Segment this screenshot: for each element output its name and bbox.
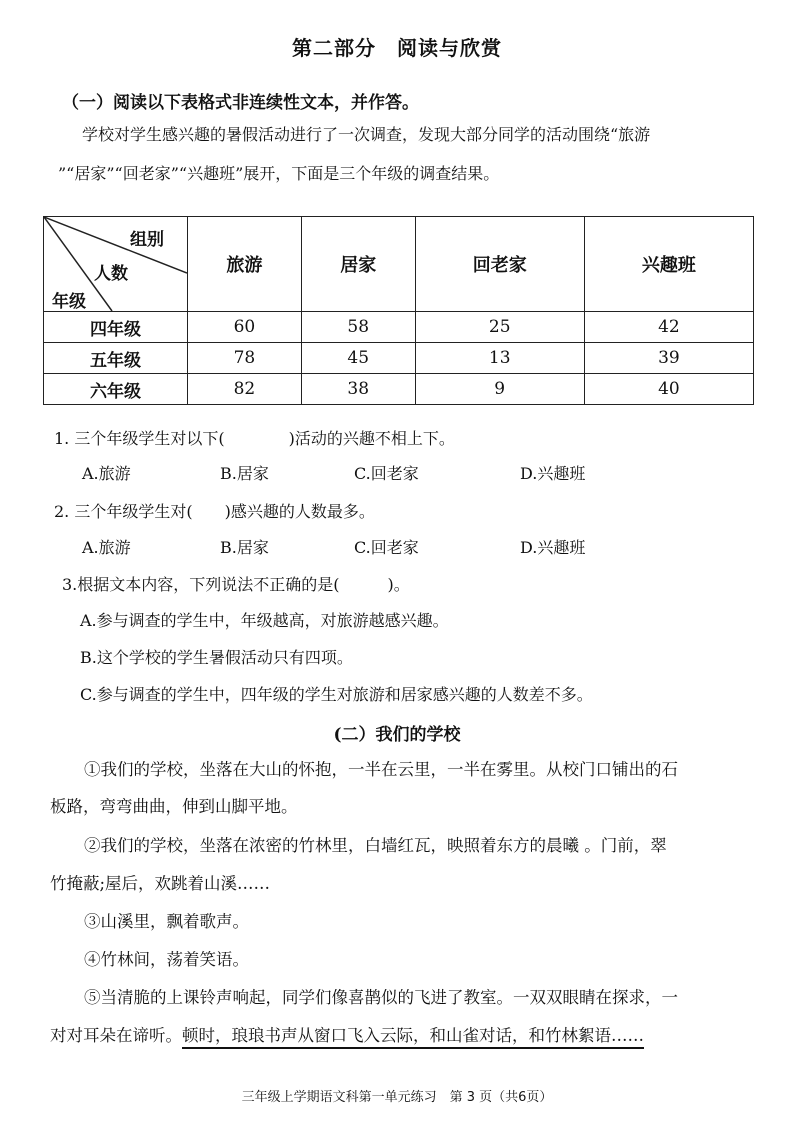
q2-option-d: D.兴趣班: [520, 538, 586, 557]
paragraph-5-line-2: [50, 1022, 644, 1046]
q3-option-c: C.参与调查的学生中，四年级的学生对旅游和居家感兴趣的人数差不多。: [80, 685, 593, 704]
table-corner-cell: [44, 217, 188, 312]
q3-option-a: A.参与调查的学生中，年级越高，对旅游越感兴趣。: [80, 611, 449, 630]
corner-label-group: 组别: [130, 230, 164, 250]
table-cell: 42: [584, 312, 753, 343]
page-footer: 三年级上学期语文科第一单元练习 第 3 页（共6页）: [241, 1090, 553, 1105]
table-row: [44, 374, 754, 405]
question-2: 2. 三个年级学生对( )感兴趣的人数最多。: [54, 502, 375, 521]
corner-label-count: 人数: [94, 264, 128, 284]
page-title: 第二部分 阅读与欣赏: [292, 36, 502, 60]
underlined-sentence: 顿时，琅琅书声从窗口飞入云际，和山雀对话，和竹林絮语……: [182, 1026, 644, 1045]
column-header: 居家: [301, 217, 415, 312]
paragraph-2-line-1: ②我们的学校，坐落在浓密的竹林里，白墙红瓦，映照着东方的晨曦 。门前，翠: [84, 836, 667, 855]
section1-heading: （一）阅读以下表格式非连续性文本，并作答。: [62, 93, 419, 113]
table-row: [44, 312, 754, 343]
row-header: 五年级: [44, 343, 188, 374]
column-header: 旅游: [188, 217, 302, 312]
q1-option-b: B.居家: [220, 464, 269, 483]
table-cell: 9: [415, 374, 584, 405]
paragraph-4: ④竹林间，荡着笑语。: [84, 950, 249, 969]
paragraph-1-line-2: 板路，弯弯曲曲，伸到山脚平地。: [50, 797, 298, 816]
question-1: 1. 三个年级学生对以下( )活动的兴趣不相上下。: [54, 429, 455, 448]
question-3: 3.根据文本内容，下列说法不正确的是( )。: [62, 575, 410, 594]
table-row: [44, 343, 754, 374]
q3-option-b: B.这个学校的学生暑假活动只有四项。: [80, 648, 353, 667]
table-cell: 45: [301, 343, 415, 374]
column-header: 回老家: [415, 217, 584, 312]
intro-line-2: ”“居家”“回老家”“兴趣班”展开，下面是三个年级的调查结果。: [58, 164, 500, 183]
row-header: 六年级: [44, 374, 188, 405]
q2-option-c: C.回老家: [354, 538, 419, 557]
q1-option-c: C.回老家: [354, 464, 419, 483]
paragraph-5-line-1: ⑤当清脆的上课铃声响起，同学们像喜鹊似的飞进了教室。一双双眼睛在探求，一: [84, 988, 678, 1007]
paragraph-3: ③山溪里，飘着歌声。: [84, 912, 249, 931]
q1-option-d: D.兴趣班: [520, 464, 586, 483]
corner-label-grade: 年级: [52, 292, 86, 312]
intro-line-1: 学校对学生感兴趣的暑假活动进行了一次调查，发现大部分同学的活动围绕“旅游: [82, 125, 651, 144]
table-cell: 60: [188, 312, 302, 343]
survey-table: [43, 216, 754, 405]
q2-option-b: B.居家: [220, 538, 269, 557]
q1-option-a: A.旅游: [82, 464, 131, 483]
table-header-row: [44, 217, 754, 312]
column-header: 兴趣班: [584, 217, 753, 312]
table-cell: 40: [584, 374, 753, 405]
table-cell: 13: [415, 343, 584, 374]
row-header: 四年级: [44, 312, 188, 343]
table-cell: 39: [584, 343, 753, 374]
table-cell: 58: [301, 312, 415, 343]
table-cell: 38: [301, 374, 415, 405]
paragraph-2-line-2: 竹掩蔽;屋后，欢跳着山溪……: [50, 874, 271, 893]
paragraph-1-line-1: ①我们的学校，坐落在大山的怀抱，一半在云里，一半在雾里。从校门口铺出的石: [84, 760, 678, 779]
q2-option-a: A.旅游: [82, 538, 131, 557]
section2-heading: (二）我们的学校: [333, 725, 461, 745]
table-cell: 78: [188, 343, 302, 374]
table-cell: 82: [188, 374, 302, 405]
paragraph-5-line-2-start: 对对耳朵在谛听。: [50, 1026, 182, 1045]
table-cell: 25: [415, 312, 584, 343]
